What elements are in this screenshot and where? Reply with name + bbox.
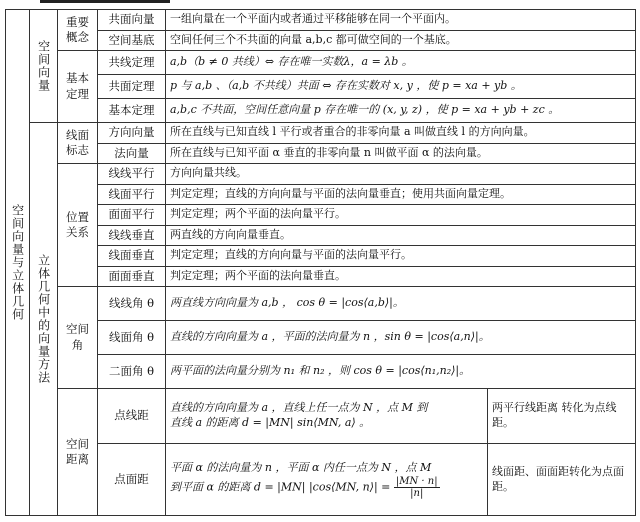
desc-plane-plane-parallel: 判定定理；两个平面的法向量平行。 [166, 205, 636, 226]
desc-point-plane-line1: 平面 α 的法向量为 n ，平面 α 内任一点为 N ，点 M [170, 460, 432, 474]
top-title-bar [40, 0, 170, 3]
group-line-plane-markers: 线面标志 [58, 123, 98, 164]
desc-point-line-line1: 直线的方向向量为 a ，直线上任一点为 N ，点 M 到 [170, 401, 428, 415]
term-line-plane-perp: 线面垂直 [98, 246, 166, 267]
fraction-denominator: |n| [410, 487, 424, 499]
desc-direction-vector: 所在直线与已知直线 l 平行或者重合的非零向量 a 叫做直线 l 的方向向量。 [166, 123, 636, 144]
term-basic-theorem: 基本定理 [98, 99, 166, 123]
desc-coplanar-theorem: p 与 a,b 、（a,b 不共线）共面 ⇔ 存在实数对 x, y ，使 p = xa + yb 。 [166, 75, 636, 99]
term-line-plane-parallel: 线面平行 [98, 184, 166, 205]
term-space-basis: 空间基底 [98, 30, 166, 51]
group-basic-theorems: 基本定理 [58, 51, 98, 123]
distance-fraction [394, 476, 440, 499]
desc-line-plane-angle: 直线的方向向量为 a ，平面的法向量为 n ，sin θ = |cos⟨a,n⟩|。 [166, 321, 636, 355]
note-point-plane-distance: 线面距、面面距转化为点面距。 [488, 444, 636, 516]
desc-space-basis: 空间任何三个不共面的向量 a,b,c 都可做空间的一个基底。 [166, 30, 636, 51]
term-point-plane-distance: 点面距 [98, 444, 166, 516]
desc-line-plane-parallel: 判定定理；直线的方向向量与平面的法向量垂直；使用共面向量定理。 [166, 184, 636, 205]
term-plane-plane-perp: 面面垂直 [98, 266, 166, 287]
desc-plane-plane-perp: 判定定理；两个平面的法向量垂直。 [166, 266, 636, 287]
heading-left: 空间向量与立体几何 [6, 10, 30, 516]
group-important-concepts: 重要概念 [58, 10, 98, 51]
desc-point-plane-line2 [170, 476, 483, 499]
term-direction-vector: 方向向量 [98, 123, 166, 144]
term-plane-plane-parallel: 面面平行 [98, 205, 166, 226]
desc-point-line-line2: 直线 a 的距离 d = |MN| sin⟨MN, a⟩ 。 [170, 416, 371, 430]
desc-collinear-theorem: a,b（b ≠ 0 共线）⇔ 存在唯一实数λ，a = λb 。 [166, 51, 636, 75]
top-strip [0, 0, 640, 9]
desc-dihedral-angle: 两平面的法向量分别为 n₁ 和 n₂ ，则 cos θ = |cos⟨n₁,n₂⟩|。 [166, 355, 636, 389]
desc-line-line-angle: 两直线方向向量为 a,b ， cos θ = |cos⟨a,b⟩|。 [166, 287, 636, 321]
term-line-line-parallel: 线线平行 [98, 164, 166, 185]
section-solid-geometry: 立体几何中的向量方法 [30, 123, 58, 516]
term-line-line-angle: 线线角 θ [98, 287, 166, 321]
desc-normal-vector: 所在直线与已知平面 α 垂直的非零向量 n 叫做平面 α 的法向量。 [166, 143, 636, 164]
desc-coplanar-vectors: 一组向量在一个平面内或者通过平移能够在同一个平面内。 [166, 10, 636, 31]
desc-point-line-distance [166, 389, 488, 444]
term-coplanar-vectors: 共面向量 [98, 10, 166, 31]
group-space-distance: 空间距离 [58, 389, 98, 516]
term-normal-vector: 法向量 [98, 143, 166, 164]
note-point-line-distance: 两平行线距离 转化为点线距。 [488, 389, 636, 444]
desc-line-line-parallel: 方向向量共线。 [166, 164, 636, 185]
term-point-line-distance: 点线距 [98, 389, 166, 444]
term-line-line-perp: 线线垂直 [98, 225, 166, 246]
term-line-plane-angle: 线面角 θ [98, 321, 166, 355]
desc-point-plane-distance [166, 444, 488, 516]
group-position-relation: 位置关系 [58, 164, 98, 287]
fraction-numerator: |MN · n| [395, 475, 438, 487]
summary-table [5, 9, 636, 516]
term-coplanar-theorem: 共面定理 [98, 75, 166, 99]
desc-line-plane-perp: 判定定理；直线的方向向量与平面的法向量平行。 [166, 246, 636, 267]
term-collinear-theorem: 共线定理 [98, 51, 166, 75]
group-space-angle: 空间角 [58, 287, 98, 389]
desc-basic-theorem: a,b,c 不共面，空间任意向量 p 存在唯一的 (x, y, z) ，使 p = xa + yb + zc 。 [166, 99, 636, 123]
desc-line-line-perp: 两直线的方向向量垂直。 [166, 225, 636, 246]
term-dihedral-angle: 二面角 θ [98, 355, 166, 389]
desc-point-plane-formula: 到平面 α 的距离 d = |MN| |cos⟨MN, n⟩| = [170, 480, 391, 494]
section-space-vector: 空间向量 [30, 10, 58, 123]
